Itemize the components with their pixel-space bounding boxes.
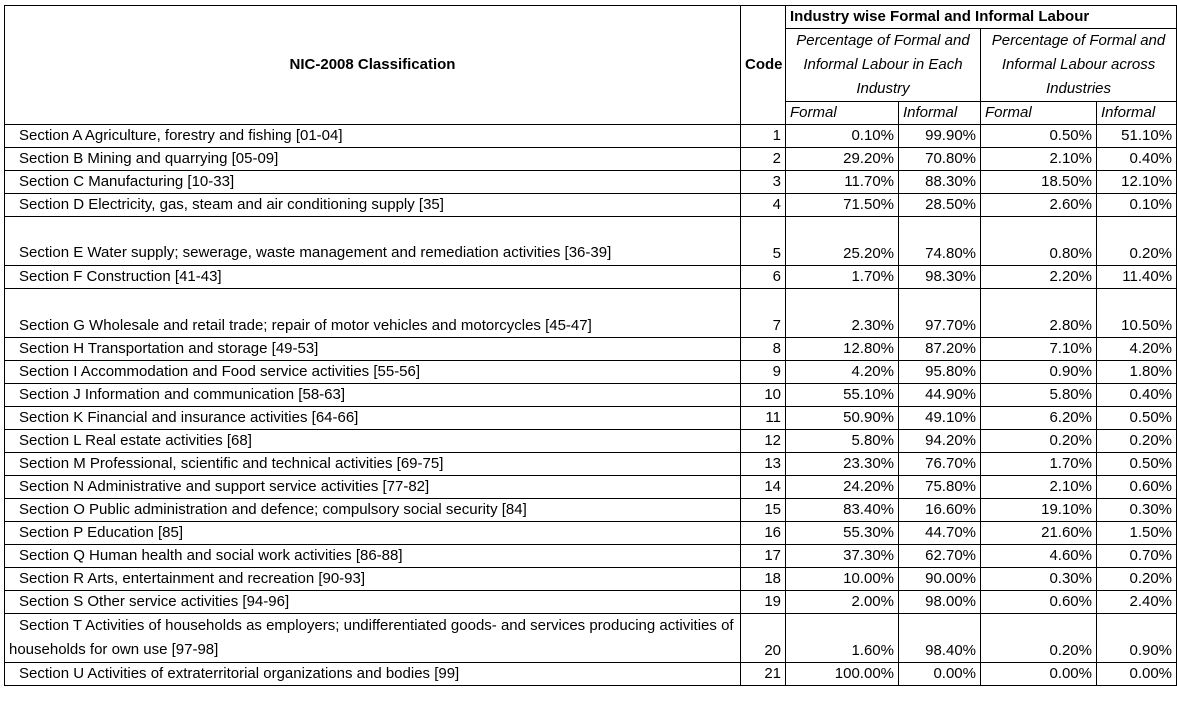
section-cell: Section F Construction [41-43] [5,266,741,289]
informal-across-cell: 12.10% [1097,171,1177,194]
section-cell: Section J Information and communication [58-63] [5,384,741,407]
formal-in-cell: 2.00% [786,591,899,614]
formal-in-cell: 71.50% [786,194,899,217]
informal-in-cell: 87.20% [899,338,981,361]
formal-in-cell: 55.10% [786,384,899,407]
table-row [5,361,1177,384]
informal-across-header: Informal [1097,102,1177,125]
section-cell: Section C Manufacturing [10-33] [5,171,741,194]
section-cell: Section M Professional, scientific and technical activities [69-75] [5,453,741,476]
formal-in-cell: 0.10% [786,125,899,148]
section-cell: Section E Water supply; sewerage, waste management and remediation activities [36-39] [5,217,741,266]
formal-across-cell: 0.00% [981,663,1097,686]
informal-across-cell: 0.40% [1097,384,1177,407]
formal-in-cell: 24.20% [786,476,899,499]
informal-across-cell: 51.10% [1097,125,1177,148]
informal-across-cell: 10.50% [1097,289,1177,338]
formal-across-cell: 7.10% [981,338,1097,361]
formal-across-cell: 0.90% [981,361,1097,384]
code-cell: 16 [741,522,786,545]
formal-in-cell: 10.00% [786,568,899,591]
code-cell: 5 [741,217,786,266]
formal-in-cell: 25.20% [786,217,899,266]
informal-across-cell: 11.40% [1097,266,1177,289]
formal-across-cell: 0.30% [981,568,1097,591]
formal-across-cell: 2.10% [981,148,1097,171]
informal-in-cell: 99.90% [899,125,981,148]
formal-across-cell: 4.60% [981,545,1097,568]
informal-in-cell: 44.70% [899,522,981,545]
formal-in-cell: 37.30% [786,545,899,568]
code-cell: 19 [741,591,786,614]
informal-across-cell: 0.30% [1097,499,1177,522]
table-row [5,407,1177,430]
informal-across-cell: 0.50% [1097,453,1177,476]
informal-across-cell: 0.10% [1097,194,1177,217]
informal-in-header: Informal [899,102,981,125]
table-row [5,194,1177,217]
table-row [5,614,1177,663]
section-cell: Section P Education [85] [5,522,741,545]
formal-across-cell: 19.10% [981,499,1097,522]
formal-across-cell: 5.80% [981,384,1097,407]
section-cell: Section K Financial and insurance activities [64-66] [5,407,741,430]
informal-in-cell: 44.90% [899,384,981,407]
code-cell: 7 [741,289,786,338]
formal-in-cell: 23.30% [786,453,899,476]
section-cell: Section N Administrative and support service activities [77-82] [5,476,741,499]
table-row [5,499,1177,522]
informal-in-cell: 98.30% [899,266,981,289]
table-row [5,663,1177,686]
code-cell: 15 [741,499,786,522]
informal-across-cell: 1.80% [1097,361,1177,384]
labour-table [4,5,1177,686]
table-row [5,125,1177,148]
informal-across-cell: 0.20% [1097,430,1177,453]
informal-in-cell: 16.60% [899,499,981,522]
informal-in-cell: 75.80% [899,476,981,499]
formal-across-cell: 0.60% [981,591,1097,614]
code-cell: 4 [741,194,786,217]
code-cell: 3 [741,171,786,194]
table-row [5,171,1177,194]
code-cell: 17 [741,545,786,568]
formal-in-cell: 100.00% [786,663,899,686]
informal-in-cell: 90.00% [899,568,981,591]
formal-across-cell: 1.70% [981,453,1097,476]
section-cell: Section A Agriculture, forestry and fishing [01-04] [5,125,741,148]
section-cell: Section B Mining and quarrying [05-09] [5,148,741,171]
formal-across-header: Formal [981,102,1097,125]
table-row [5,217,1177,266]
informal-across-cell: 0.20% [1097,217,1177,266]
informal-in-cell: 0.00% [899,663,981,686]
code-cell: 12 [741,430,786,453]
section-cell: Section D Electricity, gas, steam and air conditioning supply [35] [5,194,741,217]
code-cell: 18 [741,568,786,591]
formal-across-cell: 18.50% [981,171,1097,194]
code-cell: 20 [741,614,786,663]
code-header: Code [741,6,786,125]
section-cell: Section L Real estate activities [68] [5,430,741,453]
section-cell: Section H Transportation and storage [49-53] [5,338,741,361]
informal-in-cell: 70.80% [899,148,981,171]
formal-across-cell: 0.80% [981,217,1097,266]
table-row [5,266,1177,289]
formal-across-cell: 6.20% [981,407,1097,430]
code-cell: 2 [741,148,786,171]
formal-across-cell: 0.20% [981,614,1097,663]
code-cell: 11 [741,407,786,430]
informal-across-cell: 0.70% [1097,545,1177,568]
section-cell: Section S Other service activities [94-96] [5,591,741,614]
table-row [5,384,1177,407]
formal-in-cell: 50.90% [786,407,899,430]
informal-in-cell: 98.00% [899,591,981,614]
formal-across-cell: 0.20% [981,430,1097,453]
classification-header: NIC-2008 Classification [5,6,741,125]
table-row [5,591,1177,614]
formal-in-cell: 12.80% [786,338,899,361]
formal-in-cell: 5.80% [786,430,899,453]
section-cell: Section O Public administration and defence; compulsory social security [84] [5,499,741,522]
informal-across-cell: 0.60% [1097,476,1177,499]
informal-across-cell: 0.20% [1097,568,1177,591]
code-cell: 9 [741,361,786,384]
formal-across-cell: 2.10% [981,476,1097,499]
formal-across-cell: 21.60% [981,522,1097,545]
formal-across-cell: 2.20% [981,266,1097,289]
code-cell: 6 [741,266,786,289]
informal-in-cell: 98.40% [899,614,981,663]
formal-in-cell: 1.60% [786,614,899,663]
table-row [5,568,1177,591]
informal-across-cell: 2.40% [1097,591,1177,614]
table-row [5,476,1177,499]
code-cell: 21 [741,663,786,686]
formal-in-cell: 4.20% [786,361,899,384]
informal-across-cell: 0.50% [1097,407,1177,430]
informal-in-cell: 76.70% [899,453,981,476]
formal-in-cell: 1.70% [786,266,899,289]
informal-across-cell: 1.50% [1097,522,1177,545]
across-industries-header: Percentage of Formal and Informal Labour across Industries [981,29,1177,102]
informal-in-cell: 49.10% [899,407,981,430]
code-cell: 13 [741,453,786,476]
table-row [5,148,1177,171]
section-cell: Section R Arts, entertainment and recreation [90-93] [5,568,741,591]
code-cell: 14 [741,476,786,499]
formal-across-cell: 2.80% [981,289,1097,338]
table-row [5,430,1177,453]
informal-across-cell: 0.00% [1097,663,1177,686]
table-row [5,545,1177,568]
table-row [5,522,1177,545]
section-cell: Section U Activities of extraterritorial organizations and bodies [99] [5,663,741,686]
formal-in-cell: 29.20% [786,148,899,171]
informal-in-cell: 97.70% [899,289,981,338]
section-cell: Section I Accommodation and Food service activities [55-56] [5,361,741,384]
informal-in-cell: 88.30% [899,171,981,194]
formal-in-header: Formal [786,102,899,125]
formal-across-cell: 0.50% [981,125,1097,148]
code-cell: 10 [741,384,786,407]
within-industry-header: Percentage of Formal and Informal Labour in Each Industry [786,29,981,102]
table-row [5,338,1177,361]
formal-in-cell: 55.30% [786,522,899,545]
formal-in-cell: 11.70% [786,171,899,194]
code-cell: 1 [741,125,786,148]
formal-in-cell: 83.40% [786,499,899,522]
formal-across-cell: 2.60% [981,194,1097,217]
table-row [5,289,1177,338]
formal-in-cell: 2.30% [786,289,899,338]
informal-in-cell: 94.20% [899,430,981,453]
group-title-header: Industry wise Formal and Informal Labour [786,6,1177,29]
section-cell: Section G Wholesale and retail trade; repair of motor vehicles and motorcycles [45-47] [5,289,741,338]
informal-across-cell: 0.90% [1097,614,1177,663]
informal-in-cell: 28.50% [899,194,981,217]
informal-across-cell: 4.20% [1097,338,1177,361]
section-cell: Section Q Human health and social work activities [86-88] [5,545,741,568]
section-cell: Section T Activities of households as employers; undifferentiated goods- and services producing activities of households for own use [97-98] [5,614,741,663]
table-row [5,453,1177,476]
informal-in-cell: 62.70% [899,545,981,568]
informal-across-cell: 0.40% [1097,148,1177,171]
code-cell: 8 [741,338,786,361]
informal-in-cell: 74.80% [899,217,981,266]
informal-in-cell: 95.80% [899,361,981,384]
